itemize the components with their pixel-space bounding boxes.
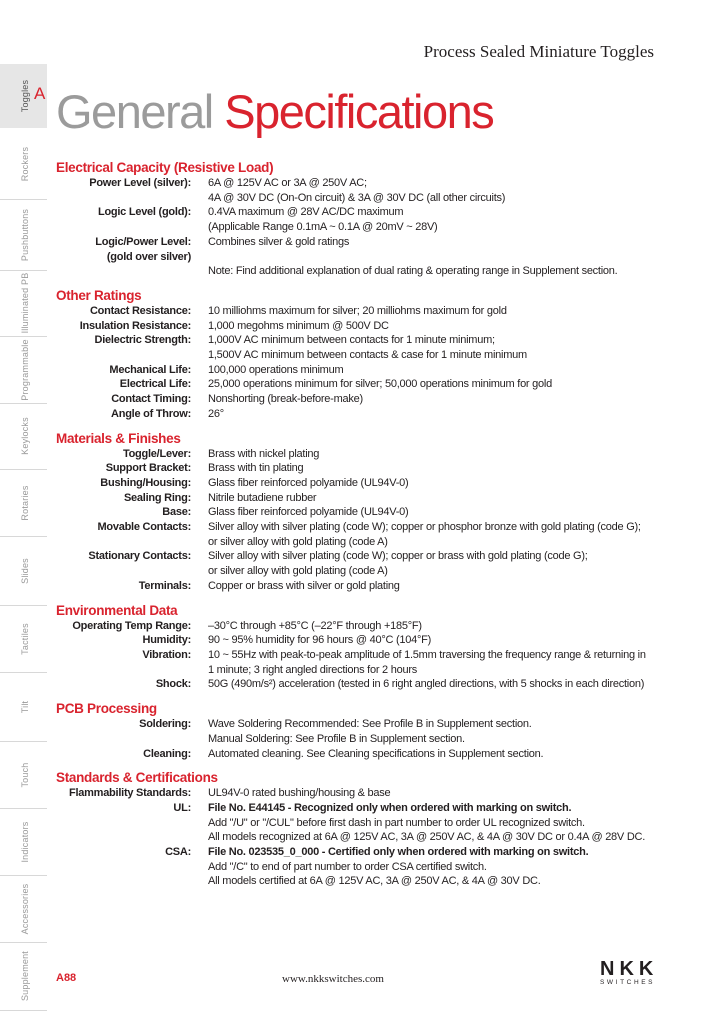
spec-label: Base: [162, 506, 191, 519]
spec-value: 100,000 operations minimum [208, 363, 344, 376]
spec-row [56, 520, 696, 535]
spec-value: Glass fiber reinforced polyamide (UL94V-0) [208, 506, 409, 519]
sidebar-tab-label: Rockers [20, 146, 30, 181]
sidebar-tab-label: Tactiles [20, 622, 30, 655]
spec-label [56, 564, 191, 579]
spec-value: Glass fiber reinforced polyamide (UL94V-0) [208, 476, 409, 489]
spec-value: 1,500V AC minimum between contacts & case for 1 minute minimum [208, 349, 527, 362]
sidebar-tab-label: Rotaries [20, 484, 30, 521]
spec-label [56, 830, 191, 845]
spec-row [56, 845, 696, 860]
spec-label [56, 663, 191, 678]
spec-row [56, 717, 696, 732]
spec-label [56, 264, 191, 279]
logo-subtext: SWITCHES [600, 979, 656, 986]
spec-row [56, 348, 696, 363]
logo-mark: NKK [600, 958, 659, 980]
spec-label [56, 220, 191, 235]
sidebar-tab-indicators[interactable] [0, 808, 47, 876]
spec-value: Copper or brass with silver or gold plating [208, 579, 400, 592]
spec-row [56, 191, 696, 206]
section-letter: A [34, 84, 46, 103]
spec-row [56, 505, 696, 520]
spec-label: Insulation Resistance: [79, 319, 191, 332]
spec-label: Contact Resistance: [89, 304, 191, 317]
spec-label: UL: [173, 801, 191, 814]
spec-value: 1,000V AC minimum between contacts for 1 minute minimum; [208, 334, 495, 347]
spec-value: or silver alloy with gold plating (code A) [208, 535, 388, 548]
spec-value: 1 minute; 3 right angled directions for 2 hours [208, 663, 417, 676]
spec-value: 90 ~ 95% humidity for 96 hours @ 40°C (104°F) [208, 634, 432, 647]
spec-value: File No. 023535_0_000 - Certified only when ordered with marking on switch. [208, 846, 589, 859]
spec-value: 50G (490m/s²) acceleration (tested in 6 right angled directions, with 5 shocks in each direction) [208, 678, 645, 691]
spec-value: Silver alloy with silver plating (code W); copper or phosphor bronze with gold plating (code G); [208, 521, 641, 534]
spec-value: 10 milliohms maximum for silver; 20 milliohms maximum for gold [208, 304, 507, 317]
spec-value: 26° [208, 407, 224, 420]
spec-value: Combines silver & gold ratings [208, 235, 350, 248]
spec-label [56, 874, 191, 889]
spec-value: UL94V-0 rated bushing/housing & base [208, 787, 391, 800]
spec-label: Logic/Power Level: [95, 235, 191, 248]
spec-row [56, 786, 696, 801]
sidebar-tab-label: Tilt [20, 700, 30, 713]
spec-value: 25,000 operations minimum for silver; 50,000 operations minimum for gold [208, 378, 552, 391]
spec-label: Logic Level (gold): [97, 206, 191, 219]
spec-value: Nonshorting (break-before-make) [208, 393, 363, 406]
spec-value: (Applicable Range 0.1mA ~ 0.1A @ 20mV ~ 28V) [208, 221, 438, 234]
spec-value: Wave Soldering Recommended: See Profile B in Supplement section. [208, 718, 532, 731]
spec-label [56, 732, 191, 747]
page-title-part2: Specifications [224, 85, 494, 138]
spec-value: Add "/U" or "/CUL" before first dash in part number to order UL recognized switch. [208, 816, 585, 829]
spec-value: 1,000 megohms minimum @ 500V DC [208, 319, 389, 332]
spec-value: Automated cleaning. See Cleaning specifications in Supplement section. [208, 747, 544, 760]
footer-url[interactable]: www.nkkswitches.com [282, 973, 384, 985]
spec-value: File No. E44145 - Recognized only when ordered with marking on switch. [208, 801, 572, 814]
spec-label: Movable Contacts: [97, 521, 191, 534]
spec-label: Shock: [155, 678, 191, 691]
spec-row [56, 461, 696, 476]
sidebar-tab-touch[interactable] [0, 741, 47, 809]
sidebar-tab-label: Toggles [20, 79, 30, 113]
spec-value: All models recognized at 6A @ 125V AC, 3A @ 250V AC, & 4A @ 30V DC or 0.4A @ 28V DC. [208, 831, 646, 844]
spec-label: (gold over silver) [106, 250, 191, 263]
spec-row [56, 549, 696, 564]
spec-label: Mechanical Life: [109, 363, 191, 376]
spec-row [56, 304, 696, 319]
spec-value: 6A @ 125V AC or 3A @ 250V AC; [208, 177, 367, 189]
spec-row [56, 619, 696, 634]
sidebar-tab-label: Programmable [20, 338, 30, 401]
spec-label [56, 816, 191, 831]
sidebar-tab-label: Pushbuttons [20, 208, 30, 261]
spec-label [56, 348, 191, 363]
spec-row [56, 363, 696, 378]
spec-row [56, 830, 696, 845]
page-title [56, 85, 494, 138]
sidebar-tab-tilt[interactable] [0, 672, 47, 742]
sidebar-tab-label: Accessories [20, 883, 30, 934]
sidebar-tab-slides[interactable] [0, 536, 47, 606]
spec-label: Cleaning: [143, 747, 191, 760]
spec-row [56, 176, 696, 191]
sidebar-tab-label: Supplement [20, 950, 30, 1002]
spec-label: Angle of Throw: [111, 407, 191, 420]
spec-row [56, 392, 696, 407]
sidebar-tab-keylocks[interactable] [0, 403, 47, 470]
spec-label: Sealing Ring: [123, 491, 191, 504]
spec-value: All models certified at 6A @ 125V AC, 3A @ 250V AC, & 4A @ 30V DC. [208, 875, 541, 888]
spec-label: Flammability Standards: [68, 787, 191, 800]
section-heading: Other Ratings [56, 287, 142, 303]
section-heading: Standards & Certifications [56, 770, 218, 786]
section-heading: Electrical Capacity (Resistive Load) [56, 160, 274, 175]
spec-value: Brass with tin plating [208, 462, 304, 475]
sidebar-tab-supplement[interactable] [0, 942, 47, 1011]
spec-value: 10 ~ 55Hz with peak-to-peak amplitude of 1.5mm traversing the frequency range & returning in [208, 648, 646, 661]
section-heading: Environmental Data [56, 602, 178, 618]
spec-row [56, 816, 696, 831]
spec-value: Silver alloy with silver plating (code W); copper or brass with gold plating (code G); [208, 550, 588, 563]
spec-row [56, 319, 696, 334]
page-number: A88 [56, 972, 77, 984]
spec-row [56, 250, 696, 265]
section-sidebar [0, 64, 47, 1002]
sidebar-tab-tactiles[interactable] [0, 605, 47, 673]
spec-value: Nitrile butadiene rubber [208, 491, 317, 504]
spec-row [56, 205, 696, 220]
sidebar-tab-programmable[interactable] [0, 336, 47, 404]
header-title: Process Sealed Miniature Toggles [423, 42, 654, 61]
spec-row [56, 535, 696, 550]
spec-row [56, 235, 696, 250]
spec-label [56, 535, 191, 550]
spec-value: Add "/C" to end of part number to order CSA certified switch. [208, 860, 487, 873]
spec-label: Electrical Life: [119, 378, 191, 391]
spec-label: Toggle/Lever: [122, 447, 191, 460]
spec-row [56, 564, 696, 579]
spec-label: Stationary Contacts: [88, 550, 191, 563]
spec-row [56, 801, 696, 816]
spec-label [56, 860, 191, 875]
sidebar-tab-illuminated-pb[interactable] [0, 270, 47, 337]
spec-value: Manual Soldering: See Profile B in Supplement section. [208, 732, 465, 745]
spec-label: Vibration: [142, 648, 191, 661]
spec-label: Operating Temp Range: [72, 619, 191, 632]
spec-label: CSA: [165, 846, 191, 859]
section-heading: Materials & Finishes [56, 430, 181, 446]
spec-label: Terminals: [138, 579, 191, 592]
spec-value: 4A @ 30V DC (On-On circuit) & 3A @ 30V DC (all other circuits) [208, 191, 506, 204]
sidebar-tab-label: Touch [20, 761, 30, 788]
sidebar-tab-label: Illuminated PB [20, 272, 30, 334]
spec-row [56, 333, 696, 348]
sidebar-tab-label: Slides [20, 557, 30, 584]
spec-label: Soldering: [139, 718, 191, 731]
sidebar-tab-pushbuttons[interactable] [0, 199, 47, 271]
spec-label [56, 191, 191, 206]
spec-row [56, 677, 696, 692]
spec-row [56, 648, 696, 663]
spec-row [56, 874, 696, 889]
spec-label: Power Level (silver): [89, 177, 191, 189]
spec-value: 0.4VA maximum @ 28V AC/DC maximum [208, 206, 404, 219]
spec-row [56, 663, 696, 678]
spec-row [56, 476, 696, 491]
sidebar-tab-rockers[interactable] [0, 128, 47, 200]
spec-value: or silver alloy with gold plating (code A) [208, 565, 388, 578]
spec-label: Dielectric Strength: [94, 334, 191, 347]
spec-label: Bushing/Housing: [100, 476, 191, 489]
spec-row [56, 732, 696, 747]
spec-row [56, 633, 696, 648]
spec-row [56, 447, 696, 462]
spec-content [56, 160, 696, 889]
spec-value: Note: Find additional explanation of dual rating & operating range in Supplement section. [208, 265, 618, 278]
spec-row [56, 491, 696, 506]
nkk-logo [600, 960, 668, 988]
sidebar-tab-label: Indicators [20, 820, 30, 863]
spec-label: Humidity: [142, 634, 191, 647]
spec-row [56, 407, 696, 422]
spec-row [56, 579, 696, 594]
spec-value: –30°C through +85°C (–22°F through +185°F) [208, 619, 422, 632]
sidebar-tab-accessories[interactable] [0, 875, 47, 943]
sidebar-tab-label: Keylocks [20, 417, 30, 455]
spec-value: Brass with nickel plating [208, 447, 320, 460]
spec-label: Support Bracket: [105, 462, 191, 475]
spec-row [56, 747, 696, 762]
section-heading: PCB Processing [56, 701, 157, 717]
spec-row [56, 220, 696, 235]
page-title-part1: General [56, 85, 213, 138]
spec-label: Contact Timing: [111, 393, 191, 406]
spec-value [208, 250, 696, 265]
spec-row [56, 264, 696, 279]
spec-row [56, 860, 696, 875]
spec-row [56, 377, 696, 392]
sidebar-tab-rotaries[interactable] [0, 469, 47, 537]
